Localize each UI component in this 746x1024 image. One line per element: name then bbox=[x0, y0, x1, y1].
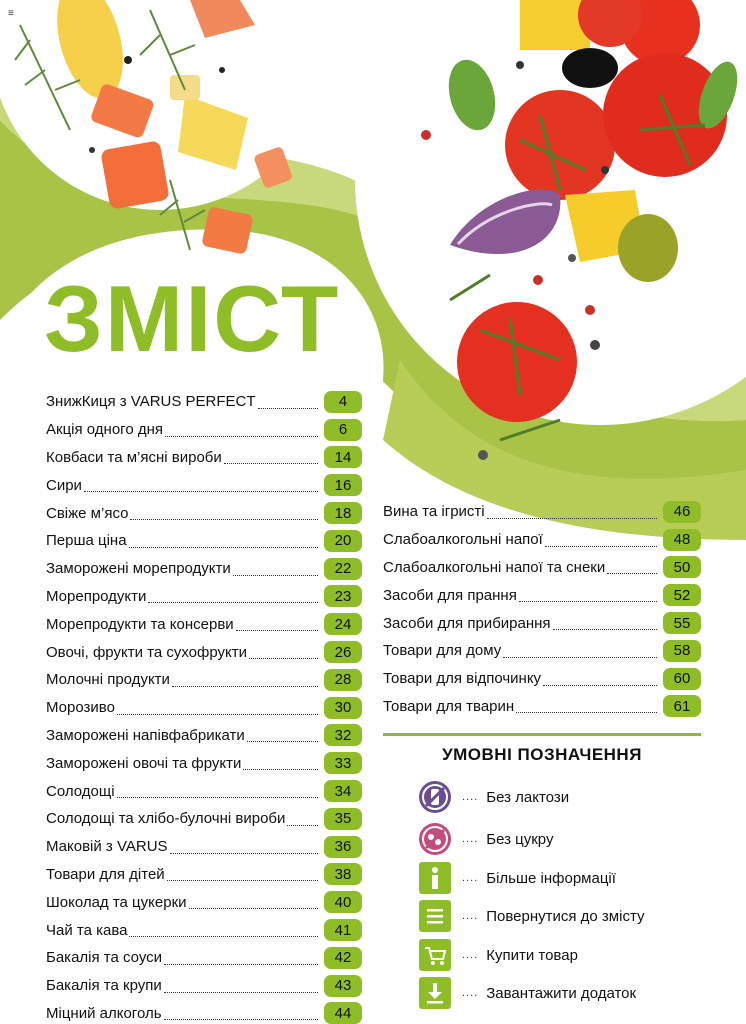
legend-divider bbox=[383, 733, 701, 736]
toc-page-badge[interactable]: 34 bbox=[324, 780, 362, 802]
toc-item[interactable] bbox=[46, 388, 362, 416]
legend-label: Без цукру bbox=[486, 830, 554, 848]
legend-item-lactose-free: .... Без лактози bbox=[418, 780, 569, 814]
toc-page-badge[interactable]: 4 bbox=[324, 391, 362, 413]
toc-item-label: Овочі, фрукти та сухофрукти bbox=[46, 643, 248, 661]
toc-leader-dots bbox=[258, 395, 318, 409]
toc-leader-dots bbox=[249, 645, 318, 659]
toc-page-badge[interactable]: 55 bbox=[663, 612, 701, 634]
toc-leader-dots bbox=[129, 534, 318, 548]
toc-page-badge[interactable]: 40 bbox=[324, 891, 362, 913]
sugar-free-icon bbox=[418, 822, 452, 856]
toc-item-label: Чай та кава bbox=[46, 921, 128, 939]
toc-item-label: Солодощі bbox=[46, 782, 115, 800]
toc-item[interactable] bbox=[46, 861, 362, 889]
toc-item-label: ЗнижКиця з VARUS PERFECT bbox=[46, 393, 256, 411]
toc-item[interactable] bbox=[46, 1000, 362, 1024]
toc-item[interactable] bbox=[46, 888, 362, 916]
toc-item-label: Перша ціна bbox=[46, 532, 127, 550]
toc-item[interactable] bbox=[383, 581, 701, 609]
toc-item[interactable] bbox=[46, 666, 362, 694]
toc-item-label: Товари для дітей bbox=[46, 865, 165, 883]
toc-leader-dots bbox=[189, 895, 318, 909]
toc-item-label: Слабоалкогольні напої bbox=[383, 531, 543, 549]
toc-leader-dots bbox=[236, 617, 318, 631]
toc-item[interactable] bbox=[46, 444, 362, 472]
toc-item[interactable] bbox=[46, 805, 362, 833]
toc-item[interactable] bbox=[46, 416, 362, 444]
toc-item-label: Заморожені овочі та фрукти bbox=[46, 754, 242, 772]
toc-leader-dots bbox=[545, 533, 657, 547]
toc-item[interactable] bbox=[46, 555, 362, 583]
toc-item-label: Бакалія та крупи bbox=[46, 977, 162, 995]
toc-page-badge[interactable]: 35 bbox=[324, 808, 362, 830]
toc-item[interactable] bbox=[46, 527, 362, 555]
toc-item[interactable] bbox=[46, 972, 362, 1000]
legend-label: Більше інформації bbox=[486, 869, 616, 887]
toc-leader-dots bbox=[117, 784, 318, 798]
toc-item[interactable] bbox=[46, 749, 362, 777]
legend-label: Повернутися до змісту bbox=[486, 907, 645, 925]
toc-leader-dots bbox=[287, 812, 318, 826]
toc-leader-dots bbox=[243, 756, 318, 770]
legend-item-cart: .... Купити товар bbox=[418, 938, 578, 972]
toc-item[interactable] bbox=[46, 777, 362, 805]
info-icon bbox=[418, 861, 452, 895]
toc-leader-dots bbox=[167, 867, 318, 881]
cart-icon bbox=[418, 938, 452, 972]
back-to-contents-icon bbox=[418, 899, 452, 933]
toc-leader-dots bbox=[607, 560, 657, 574]
toc-leader-dots bbox=[503, 644, 657, 658]
toc-leader-dots bbox=[172, 673, 318, 687]
toc-item[interactable] bbox=[383, 637, 701, 665]
toc-page-badge[interactable]: 41 bbox=[324, 919, 362, 941]
toc-item-label: Слабоалкогольні напої та снеки bbox=[383, 558, 606, 576]
legend-item-back-to-contents: .... Повернутися до змісту bbox=[418, 899, 645, 933]
toc-page-badge[interactable]: 14 bbox=[324, 446, 362, 468]
toc-leader-dots bbox=[164, 951, 318, 965]
toc-left-column bbox=[46, 388, 362, 1024]
toc-item-label: Засоби для прання bbox=[383, 586, 517, 604]
toc-item-label: Морепродукти bbox=[46, 587, 147, 605]
toc-page-badge[interactable]: 23 bbox=[324, 585, 362, 607]
toc-item[interactable] bbox=[383, 498, 701, 526]
toc-item-label: Морепродукти та консерви bbox=[46, 615, 234, 633]
toc-page-badge[interactable]: 28 bbox=[324, 669, 362, 691]
toc-leader-dots bbox=[170, 840, 318, 854]
toc-leader-dots bbox=[519, 588, 657, 602]
toc-item[interactable] bbox=[46, 583, 362, 611]
toc-leader-dots bbox=[130, 506, 318, 520]
legend-item-sugar-free: .... Без цукру bbox=[418, 822, 553, 856]
toc-item[interactable] bbox=[46, 638, 362, 666]
toc-leader-dots bbox=[247, 728, 318, 742]
toc-page-badge[interactable]: 6 bbox=[324, 419, 362, 441]
toc-item-label: Шоколад та цукерки bbox=[46, 893, 187, 911]
lactose-free-icon bbox=[418, 780, 452, 814]
toc-page-badge[interactable]: 22 bbox=[324, 558, 362, 580]
toc-item-label: Акція одного дня bbox=[46, 421, 163, 439]
toc-item[interactable] bbox=[383, 554, 701, 582]
menu-icon[interactable]: ≡ bbox=[8, 8, 14, 19]
toc-page-badge[interactable]: 30 bbox=[324, 697, 362, 719]
download-icon bbox=[418, 976, 452, 1010]
toc-item-label: Ковбаси та м’ясні вироби bbox=[46, 448, 222, 466]
toc-leader-dots bbox=[487, 505, 657, 519]
toc-page-badge[interactable]: 42 bbox=[324, 947, 362, 969]
toc-item-label: Сири bbox=[46, 476, 82, 494]
toc-item[interactable] bbox=[383, 665, 701, 693]
toc-leader-dots bbox=[164, 979, 318, 993]
toc-page-badge[interactable]: 48 bbox=[663, 529, 701, 551]
toc-page-badge[interactable]: 26 bbox=[324, 641, 362, 663]
toc-page-badge[interactable]: 50 bbox=[663, 556, 701, 578]
toc-item-label: Товари для дому bbox=[383, 642, 502, 660]
toc-item[interactable] bbox=[46, 694, 362, 722]
toc-right-column bbox=[383, 498, 701, 720]
toc-item[interactable] bbox=[383, 526, 701, 554]
legend-item-download: .... Завантажити додаток bbox=[418, 976, 636, 1010]
toc-leader-dots bbox=[553, 616, 657, 630]
toc-item-label: Бакалія та соуси bbox=[46, 949, 163, 967]
toc-page-badge[interactable]: 20 bbox=[324, 530, 362, 552]
toc-page-badge[interactable]: 33 bbox=[324, 752, 362, 774]
toc-item-label: Заморожені морепродукти bbox=[46, 560, 231, 578]
toc-page-badge[interactable]: 43 bbox=[324, 975, 362, 997]
toc-page-badge[interactable]: 18 bbox=[324, 502, 362, 524]
toc-item-label: Міцний алкоголь bbox=[46, 1004, 162, 1022]
toc-leader-dots bbox=[224, 450, 318, 464]
legend-item-info: .... Більше інформації bbox=[418, 861, 616, 895]
legend-label: Завантажити додаток bbox=[486, 984, 637, 1002]
toc-page-badge[interactable]: 16 bbox=[324, 474, 362, 496]
toc-item-label: Заморожені напівфабрикати bbox=[46, 726, 245, 744]
toc-page-badge[interactable]: 46 bbox=[663, 501, 701, 523]
toc-leader-dots bbox=[117, 701, 318, 715]
toc-item[interactable] bbox=[46, 722, 362, 750]
toc-leader-dots bbox=[84, 478, 318, 492]
toc-item[interactable] bbox=[46, 610, 362, 638]
toc-item[interactable] bbox=[46, 471, 362, 499]
toc-item-label: Засоби для прибирання bbox=[383, 614, 551, 632]
toc-page-badge[interactable]: 36 bbox=[324, 836, 362, 858]
toc-item[interactable] bbox=[46, 944, 362, 972]
toc-page-badge[interactable]: 52 bbox=[663, 584, 701, 606]
legend-title: УМОВНІ ПОЗНАЧЕННЯ bbox=[442, 745, 642, 764]
toc-item-label: Товари для тварин bbox=[383, 697, 515, 715]
toc-leader-dots bbox=[165, 423, 318, 437]
legend-label: Без лактози bbox=[486, 788, 570, 806]
toc-leader-dots bbox=[233, 562, 318, 576]
toc-item-label: Вина та ігристі bbox=[383, 503, 485, 521]
toc-page-badge[interactable]: 60 bbox=[663, 668, 701, 690]
toc-leader-dots bbox=[129, 923, 318, 937]
toc-page-badge[interactable]: 44 bbox=[324, 1002, 362, 1024]
toc-item-label: Морозиво bbox=[46, 699, 115, 717]
toc-item-label: Маковій з VARUS bbox=[46, 838, 168, 856]
toc-item-label: Солодощі та хлібо-булочні вироби bbox=[46, 810, 286, 828]
toc-item[interactable] bbox=[46, 833, 362, 861]
page-title: ЗМІСТ bbox=[44, 266, 341, 371]
toc-leader-dots bbox=[543, 672, 657, 686]
toc-item[interactable] bbox=[46, 916, 362, 944]
toc-item-label: Товари для відпочинку bbox=[383, 670, 542, 688]
legend-label: Купити товар bbox=[486, 946, 578, 964]
toc-page-badge[interactable]: 32 bbox=[324, 724, 362, 746]
toc-item[interactable] bbox=[383, 609, 701, 637]
toc-item[interactable] bbox=[383, 693, 701, 721]
toc-item[interactable] bbox=[46, 499, 362, 527]
toc-page-badge[interactable]: 58 bbox=[663, 640, 701, 662]
toc-item-label: Молочні продукти bbox=[46, 671, 170, 689]
toc-leader-dots bbox=[164, 1006, 318, 1020]
toc-leader-dots bbox=[516, 699, 657, 713]
toc-item-label: Свіже м’ясо bbox=[46, 504, 129, 522]
toc-page-badge[interactable]: 38 bbox=[324, 863, 362, 885]
toc-page-badge[interactable]: 24 bbox=[324, 613, 362, 635]
toc-leader-dots bbox=[148, 589, 318, 603]
toc-page-badge[interactable]: 61 bbox=[663, 695, 701, 717]
